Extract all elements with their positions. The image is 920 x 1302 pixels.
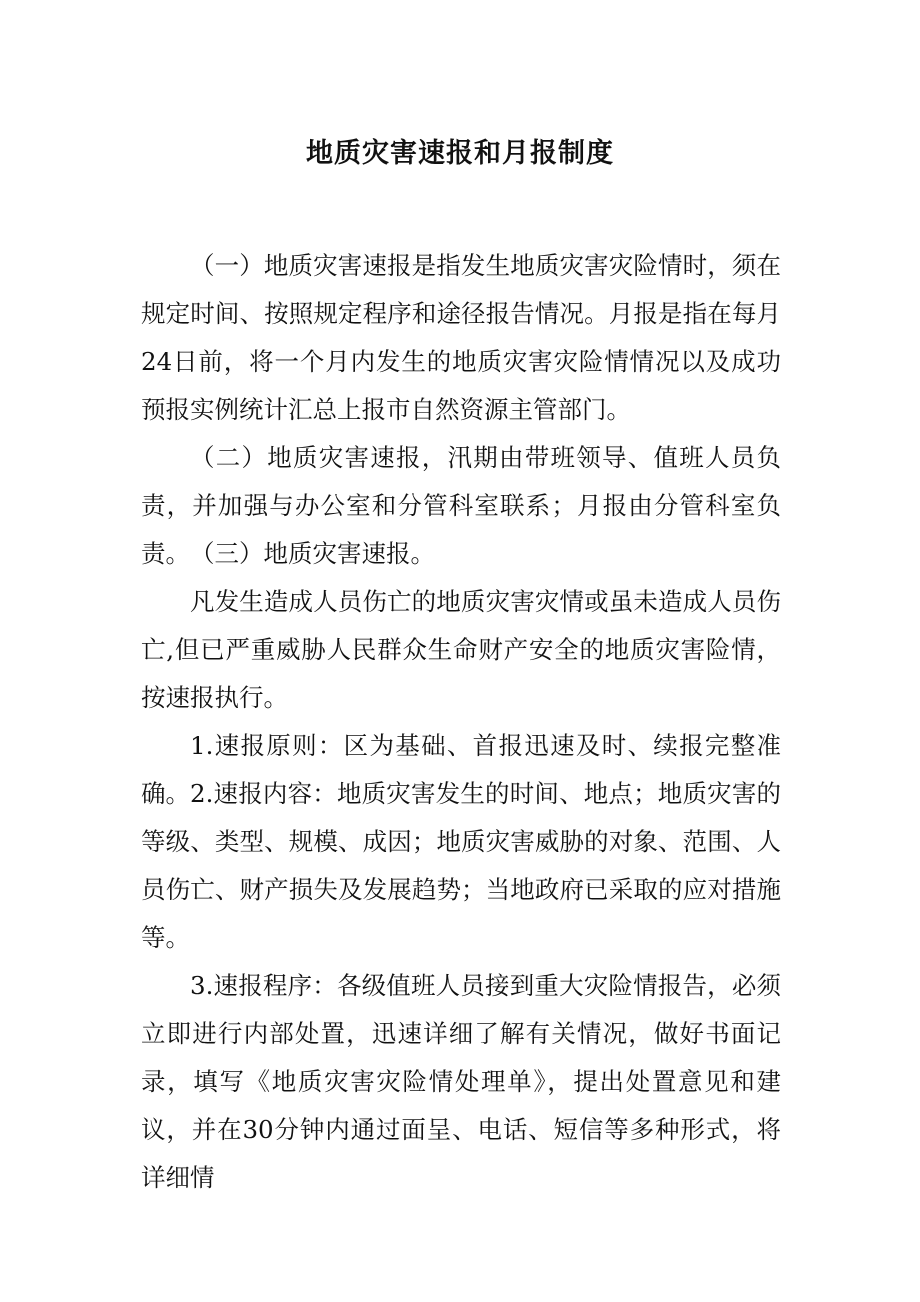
paragraph-6-content: 2.速报内容：地质灾害发生的时间、地点；地质灾害的等级、类型、规模、成因；地质灾害威胁的对象、范围、人员伤亡、财产损失及发展趋势；当地政府已采取的应对措施等。 [141,779,781,952]
document-title: 地质灾害速报和月报制度 [306,138,614,169]
paragraph-3-heading: （三）地质灾害速报。 [190,539,435,568]
paragraph-2-responsibility: （二）地质灾害速报，汛期由带班领导、值班人员负责，并加强与办公室和分管科室联系；月报由分管科室负责。 [141,443,781,568]
paragraph-5-principle: 1.速报原则：区为基础、首报迅速及时、续报完整准确。 [141,731,781,808]
paragraph-7-procedure: 3.速报程序：各级值班人员接到重大灾险情报告，必须立即进行内部处置，迅速详细了解有关情况，做好书面记录，填写《地质灾害灾险情处理单》，提出处置意见和建议，并在30分钟内通过面呈、电话、短信等多种形式，将详细情 [141,971,781,1192]
paragraph-1-definition: （一）地质灾害速报是指发生地质灾害灾险情时，须在规定时间、按照规定程序和途径报告情况。月报是指在每月24日前，将一个月内发生的地质灾害灾险情情况以及成功预报实例统计汇总上报市自然资源主管部门。 [141,251,781,424]
paragraph-4-scope: 凡发生造成人员伤亡的地质灾害灾情或虽未造成人员伤亡,但已严重威胁人民群众生命财产安全的地质灾害险情，按速报执行。 [141,587,781,712]
